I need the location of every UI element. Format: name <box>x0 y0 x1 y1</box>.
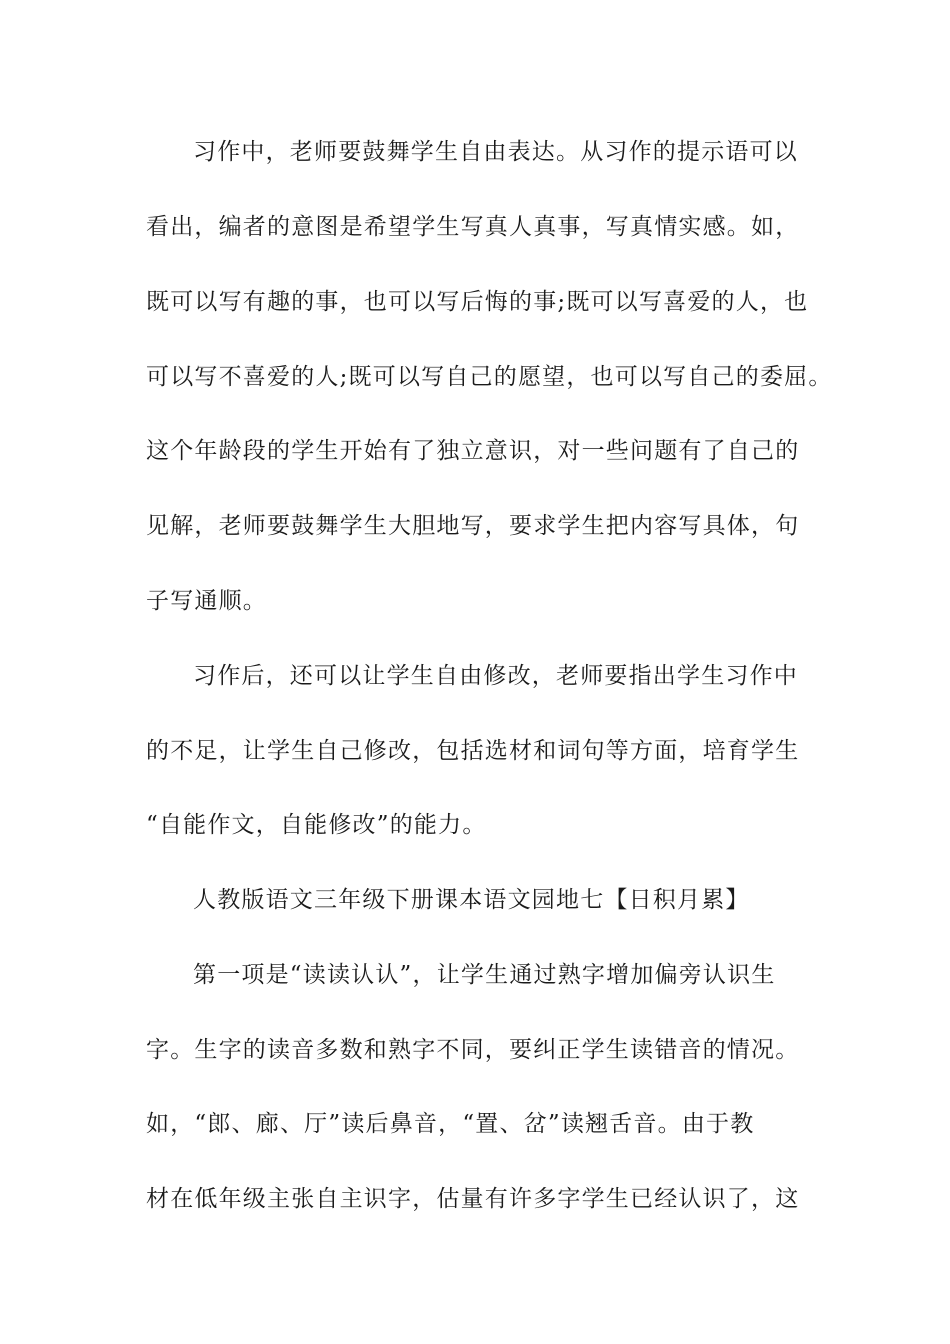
text-line: 习作后，还可以让学生自由修改，老师要指出学生习作中 <box>193 663 798 689</box>
heading-line: 人教版语文三年级下册课本语文园地七【日积月累】 <box>193 887 750 913</box>
text-line: 字。生字的读音多数和熟字不同，要纠正学生读错音的情况。 <box>146 1037 800 1063</box>
text-line: 既可以写有趣的事，也可以写后悔的事;既可以写喜爱的人，也 <box>146 289 809 315</box>
text-line: 第一项是“读读认认”，让学生通过熟字增加偏旁认识生 <box>193 962 776 988</box>
text-line: “自能作文，自能修改”的能力。 <box>146 812 487 838</box>
text-line: 看出，编者的意图是希望学生写真人真事，写真情实感。如， <box>146 214 800 240</box>
text-line: 子写通顺。 <box>146 588 267 614</box>
text-line: 习作中，老师要鼓舞学生自由表达。从习作的提示语可以 <box>193 139 798 165</box>
text-line: 的不足，让学生自己修改，包括选材和词句等方面，培育学生 <box>146 738 800 764</box>
text-line: 材在低年级主张自主识字，估量有许多字学生已经认识了，这 <box>146 1186 800 1212</box>
text-line: 见解，老师要鼓舞学生大胆地写，要求学生把内容写具体，句 <box>146 513 800 539</box>
text-line: 可以写不喜爱的人;既可以写自己的愿望，也可以写自己的委屈。 <box>146 364 833 390</box>
text-line: 这个年龄段的学生开始有了独立意识，对一些问题有了自己的 <box>146 438 800 464</box>
text-line: 如，“郎、廊、厅”读后鼻音，“置、岔”读翘舌音。由于教 <box>146 1111 755 1137</box>
